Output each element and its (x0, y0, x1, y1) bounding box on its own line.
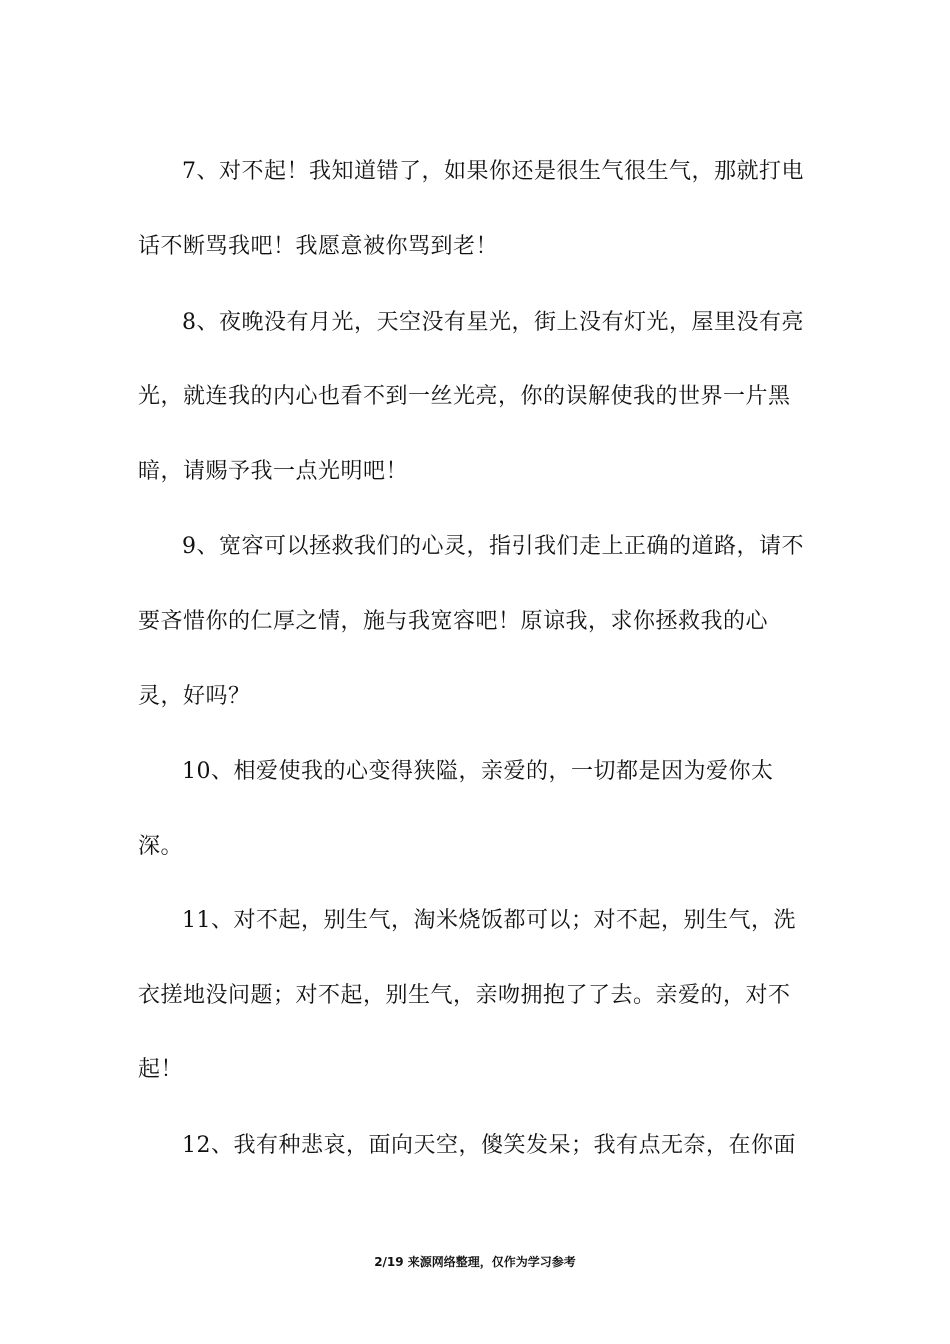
paragraph-8-line-1: 8、夜晚没有月光，天空没有星光，街上没有灯光，屋里没有亮 (182, 310, 804, 335)
paragraph-9-line-3: 灵，好吗？ (138, 684, 251, 709)
paragraph-11-line-1: 11、对不起，别生气，淘米烧饭都可以；对不起，别生气，洗 (182, 908, 796, 933)
paragraph-7-line-1: 7、对不起！我知道错了，如果你还是很生气很生气，那就打电 (182, 159, 804, 184)
paragraph-11-line-2: 衣搓地没问题；对不起，别生气，亲吻拥抱了了去。亲爱的，对不 (138, 983, 791, 1008)
paragraph-8-line-3: 暗，请赐予我一点光明吧！ (138, 459, 409, 484)
paragraph-12-line-1: 12、我有种悲哀，面向天空，傻笑发呆；我有点无奈，在你面 (182, 1133, 796, 1158)
paragraph-7-line-2: 话不断骂我吧！我愿意被你骂到老！ (138, 234, 499, 259)
paragraph-9-line-1: 9、宽容可以拯救我们的心灵，指引我们走上正确的道路，请不 (182, 534, 804, 559)
paragraph-10-line-1: 10、相爱使我的心变得狭隘，亲爱的，一切都是因为爱你太 (182, 759, 774, 784)
paragraph-8-line-2: 光，就连我的内心也看不到一丝光亮，你的误解使我的世界一片黑 (138, 384, 791, 409)
page-footer: 2/19 来源网络整理，仅作为学习参考 (374, 1255, 576, 1269)
paragraph-10-line-2: 深。 (138, 834, 184, 859)
paragraph-11-line-3: 起！ (138, 1057, 184, 1082)
paragraph-9-line-2: 要吝惜你的仁厚之情，施与我宽容吧！原谅我，求你拯救我的心 (138, 609, 769, 634)
